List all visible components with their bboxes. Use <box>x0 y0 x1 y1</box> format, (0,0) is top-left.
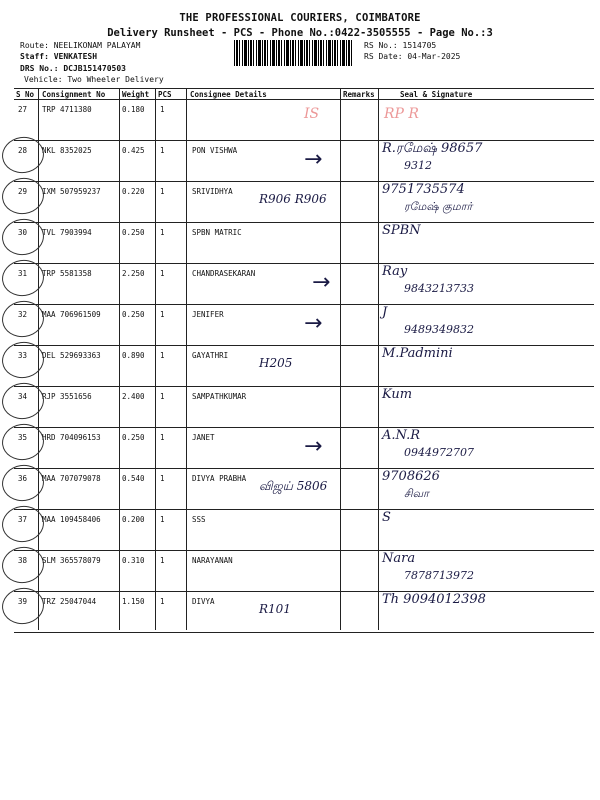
handwritten-signature: A.N.R <box>382 428 420 443</box>
col-remarks: Remarks <box>343 90 375 99</box>
table-row <box>14 592 594 633</box>
consignee-name: JANET <box>192 433 215 442</box>
table-top-border <box>14 88 594 89</box>
consignment-number: TVL 7903994 <box>42 228 92 237</box>
pieces-count: 1 <box>160 187 165 196</box>
serial-number: 33 <box>18 351 28 360</box>
weight-value: 0.250 <box>122 310 145 319</box>
barcode <box>234 40 354 66</box>
handwritten-signature: 9751735574 <box>382 182 465 197</box>
serial-number: 35 <box>18 433 28 442</box>
handwritten-remark: விஜய் 5806 <box>259 479 328 493</box>
company-name: THE PROFESSIONAL COURIERS, COIMBATORE <box>179 12 421 24</box>
handwritten-signature: J <box>382 305 388 320</box>
rs-date: RS Date: 04-Mar-2025 <box>364 52 461 61</box>
consignment-number: TRP 5581358 <box>42 269 92 278</box>
consignee-name: GAYATHRI <box>192 351 229 360</box>
serial-number: 36 <box>18 474 28 483</box>
pieces-count: 1 <box>160 597 165 606</box>
handwritten-circle <box>0 134 46 175</box>
col-seal-signature: Seal & Signature <box>400 90 473 99</box>
consignment-number: RJP 3551656 <box>42 392 92 401</box>
table-row <box>14 182 594 223</box>
handwritten-circle <box>0 380 46 421</box>
serial-number: 39 <box>18 597 28 606</box>
handwritten-signature: Ray <box>382 264 408 279</box>
serial-number: 37 <box>18 515 28 524</box>
col-weight: Weight <box>122 90 150 99</box>
consignment-number: MAA 109458406 <box>42 515 101 524</box>
handwritten-phone: ரமேஷ் குமார் <box>404 200 473 213</box>
weight-value: 0.200 <box>122 515 145 524</box>
pieces-count: 1 <box>160 392 165 401</box>
handwritten-circle <box>0 216 46 257</box>
consignment-number: HRD 704096153 <box>42 433 101 442</box>
handwritten-signature: Th 9094012398 <box>382 592 486 607</box>
pieces-count: 1 <box>160 310 165 319</box>
table-row <box>14 346 594 387</box>
staff-label: Staff: VENKATESH <box>20 52 98 61</box>
col-consignment: Consignment No <box>42 90 106 99</box>
table-row <box>14 100 594 141</box>
weight-value: 0.250 <box>122 228 145 237</box>
rs-number: RS No.: 1514705 <box>364 41 437 50</box>
vehicle-label: Vehicle: Two Wheeler Delivery <box>24 75 164 84</box>
serial-number: 34 <box>18 392 28 401</box>
handwritten-circle <box>0 503 46 544</box>
table-row <box>14 428 594 469</box>
handwritten-circle <box>0 421 46 462</box>
handwritten-circle <box>0 585 46 626</box>
serial-number: 27 <box>18 105 28 114</box>
serial-number: 32 <box>18 310 28 319</box>
weight-value: 0.310 <box>122 556 145 565</box>
consignee-name: CHANDRASEKARAN <box>192 269 256 278</box>
weight-value: 2.250 <box>122 269 145 278</box>
pieces-count: 1 <box>160 515 165 524</box>
table-row <box>14 551 594 592</box>
handwritten-signature: 9708626 <box>382 469 440 484</box>
handwritten-arrow-icon: → <box>312 270 331 295</box>
consignee-name: SRIVIDHYA <box>192 187 233 196</box>
weight-value: 1.150 <box>122 597 145 606</box>
handwritten-phone: சிவா <box>404 487 429 500</box>
handwritten-circle <box>0 462 46 503</box>
handwritten-phone: 7878713972 <box>404 569 474 582</box>
table-row <box>14 141 594 182</box>
drs-number: DRS No.: DCJB151470503 <box>20 64 126 73</box>
serial-number: 38 <box>18 556 28 565</box>
handwritten-circle <box>0 339 46 380</box>
handwritten-circle <box>0 257 46 298</box>
consignment-number: MAA 707079078 <box>42 474 101 483</box>
consignment-number: TRP 4711380 <box>42 105 92 114</box>
weight-value: 0.890 <box>122 351 145 360</box>
weight-value: 0.425 <box>122 146 145 155</box>
handwritten-arrow-icon: → <box>304 147 323 172</box>
col-consignee: Consignee Details <box>190 90 267 99</box>
handwritten-arrow-icon: → <box>304 311 323 336</box>
handwritten-signature: Kum <box>382 387 413 402</box>
weight-value: 0.220 <box>122 187 145 196</box>
handwritten-signature: M.Padmini <box>382 346 453 361</box>
table-row <box>14 469 594 510</box>
handwritten-remark: H205 <box>259 356 293 370</box>
handwritten-signature: Nara <box>382 551 416 566</box>
consignee-name: PON VISHWA <box>192 146 238 155</box>
consignee-name: DIVYA PRABHA <box>192 474 247 483</box>
consignee-name: NARAYANAN <box>192 556 233 565</box>
pieces-count: 1 <box>160 146 165 155</box>
runsheet-title: Delivery Runsheet - PCS - Phone No.:0422-3505555 - Page No.:3 <box>107 27 493 39</box>
handwritten-circle <box>0 544 46 585</box>
table-row <box>14 223 594 264</box>
handwritten-phone: 0944972707 <box>404 446 474 459</box>
table-row <box>14 510 594 551</box>
col-sno: S No <box>16 90 35 99</box>
table-row <box>14 387 594 428</box>
weight-value: 0.180 <box>122 105 145 114</box>
handwritten-signature: R.ரமேஷ் 98657 <box>382 141 483 156</box>
pieces-count: 1 <box>160 351 165 360</box>
weight-value: 0.250 <box>122 433 145 442</box>
red-stamp-mark: RP R <box>384 106 419 122</box>
row-divider <box>14 632 594 633</box>
col-pcs: PCS <box>158 90 172 99</box>
pieces-count: 1 <box>160 556 165 565</box>
handwritten-phone: 9489349832 <box>404 323 474 336</box>
consignment-number: TRZ 25047044 <box>42 597 97 606</box>
consignee-name: JENIFER <box>192 310 224 319</box>
consignment-number: MAA 706961509 <box>42 310 101 319</box>
pieces-count: 1 <box>160 269 165 278</box>
consignee-name: DIVYA <box>192 597 215 606</box>
pieces-count: 1 <box>160 433 165 442</box>
handwritten-signature: SPBN <box>382 223 421 238</box>
serial-number: 30 <box>18 228 28 237</box>
serial-number: 28 <box>18 146 28 155</box>
consignee-name: SSS <box>192 515 206 524</box>
red-stamp-mark: IS <box>304 106 320 122</box>
weight-value: 0.540 <box>122 474 145 483</box>
route-label: Route: NEELIKONAM PALAYAM <box>20 41 141 50</box>
table-row <box>14 264 594 305</box>
pieces-count: 1 <box>160 474 165 483</box>
handwritten-remark: R101 <box>259 602 291 616</box>
serial-number: 31 <box>18 269 28 278</box>
consignee-name: SAMPATHKUMAR <box>192 392 247 401</box>
handwritten-signature: S <box>382 510 391 525</box>
handwritten-phone: 9843213733 <box>404 282 474 295</box>
handwritten-circle <box>0 175 46 216</box>
serial-number: 29 <box>18 187 28 196</box>
pieces-count: 1 <box>160 228 165 237</box>
handwritten-phone: 9312 <box>404 159 432 172</box>
table-row <box>14 305 594 346</box>
handwritten-remark: R906 R906 <box>259 192 327 206</box>
consignment-number: DEL 529693363 <box>42 351 101 360</box>
handwritten-circle <box>0 298 46 339</box>
consignment-number: NKL 8352025 <box>42 146 92 155</box>
consignment-number: SLM 365578079 <box>42 556 101 565</box>
handwritten-arrow-icon: → <box>304 434 323 459</box>
consignee-name: SPBN MATRIC <box>192 228 242 237</box>
consignment-number: IXM 507959237 <box>42 187 101 196</box>
weight-value: 2.400 <box>122 392 145 401</box>
pieces-count: 1 <box>160 105 165 114</box>
